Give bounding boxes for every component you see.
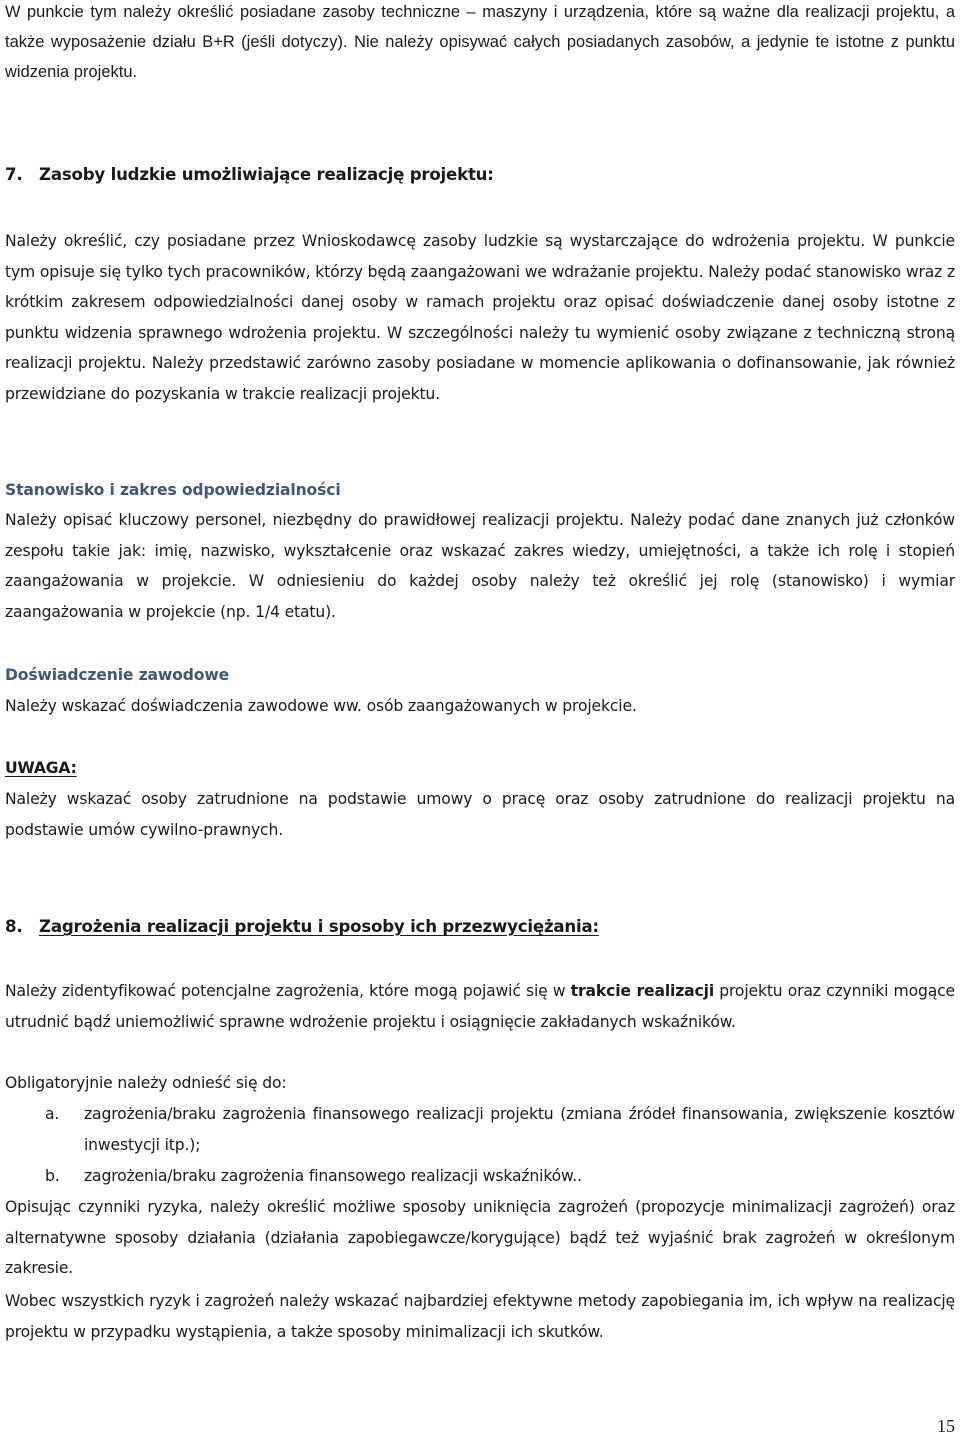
page-number: 15 (937, 1416, 955, 1436)
list-item (5, 1161, 955, 1192)
section-7-paragraph: Należy określić, czy posiadane przez Wnioskodawcę zasoby ludzkie są wystarczające do wdrożenia projektu. W punkcie tym opisuje się tylko tych pracowników, którzy będą zaangażowani we wdrażanie projektu. Należy podać stanowisko wraz z krótkim zakresem odpowiedzialności danej osoby w ramach projektu oraz opisać doświadczenie danej osoby istotne z punktu widzenia sprawnego wdrożenia projektu. W szczególności należy tu wymienić osoby związane z techniczną stroną realizacji projektu. Należy przedstawić zarówno zasoby posiadane w momencie aplikowania o dofinansowanie, jak również przewidziane do pozyskania w trakcie realizacji projektu. (5, 232, 955, 403)
subsection-experience-title: Doświadczenie zawodowe (5, 666, 229, 684)
final-paragraph: Wobec wszystkich ryzyk i zagrożeń należy wskazać najbardziej efektywne metody zapobiegania im, ich wpływ na realizację projektu w przypadku wystąpienia, a także sposoby minimalizacji ich skutków. (5, 1292, 955, 1341)
list-item-text: zagrożenia/braku zagrożenia finansowego realizacji wskaźników.. (84, 1167, 582, 1185)
section-8-paragraph (5, 976, 955, 1037)
subsection-experience-paragraph: Należy wskazać doświadczenia zawodowe ww. osób zaangażowanych w projekcie. (5, 697, 637, 715)
note-title: UWAGA: (5, 759, 77, 777)
section-8-paragraph-bold: trakcie realizacji (570, 982, 715, 1000)
risk-paragraph: Opisując czynniki ryzyka, należy określić możliwe sposoby uniknięcia zagrożeń (propozycje minimalizacji zagrożeń) oraz alternatywne sposoby działania (działania zapobiegawcze/korygujące) bądź też wyjaśnić brak zagrożeń w określonym zakresie. (5, 1198, 955, 1278)
subsection-role-paragraph: Należy opisać kluczowy personel, niezbędny do prawidłowej realizacji projektu. Należy podać dane znanych już członków zespołu takie jak: imię, nazwisko, wykształcenie oraz wskazać zakres wiedzy, umiejętności, a także ich rolę i stopień zaangażowania w projekcie. W odniesieniu do każdej osoby należy też określić jej rolę (stanowisko) i wymiar zaangażowania w projekcie (np. 1/4 etatu). (5, 511, 955, 621)
section-7-number: 7. (5, 165, 23, 184)
section-8-title: Zagrożenia realizacji projektu i sposoby ich przezwyciężania: (39, 917, 599, 936)
note-paragraph: Należy wskazać osoby zatrudnione na podstawie umowy o pracę oraz osoby zatrudnione do realizacji projektu na podstawie umów cywilno-prawnych. (5, 790, 955, 839)
section-7-heading (5, 160, 494, 190)
section-8-number: 8. (5, 917, 23, 936)
list-marker: a. (45, 1105, 60, 1123)
list-item-text: zagrożenia/braku zagrożenia finansowego realizacji projektu (zmiana źródeł finansowania, zwiększenie kosztów inwestycji itp.); (84, 1105, 955, 1154)
section-7-title: Zasoby ludzkie umożliwiające realizację projektu: (39, 165, 494, 184)
list-marker: b. (45, 1167, 60, 1185)
intro-paragraph: W punkcie tym należy określić posiadane zasoby techniczne – maszyny i urządzenia, które są ważne dla realizacji projektu, a także wyposażenie działu B+R (jeśli dotyczy). Nie należy opisywać całych posiadanych zasobów, a jedynie te istotne z punktu widzenia projektu. (5, 3, 955, 81)
section-8-heading (5, 912, 599, 942)
section-8-paragraph-end: projektu oraz czynniki mogące utrudnić bądź uniemożliwić sprawne wdrożenie projektu i osiągnięcie zakładanych wskaźników. (5, 982, 955, 1031)
subsection-role-title: Stanowisko i zakres odpowiedzialności (5, 481, 341, 499)
list-item (5, 1099, 955, 1160)
obligatory-intro: Obligatoryjnie należy odnieść się do: (5, 1074, 287, 1092)
section-8-paragraph-start: Należy zidentyfikować potencjalne zagrożenia, które mogą pojawić się w (5, 982, 571, 1000)
